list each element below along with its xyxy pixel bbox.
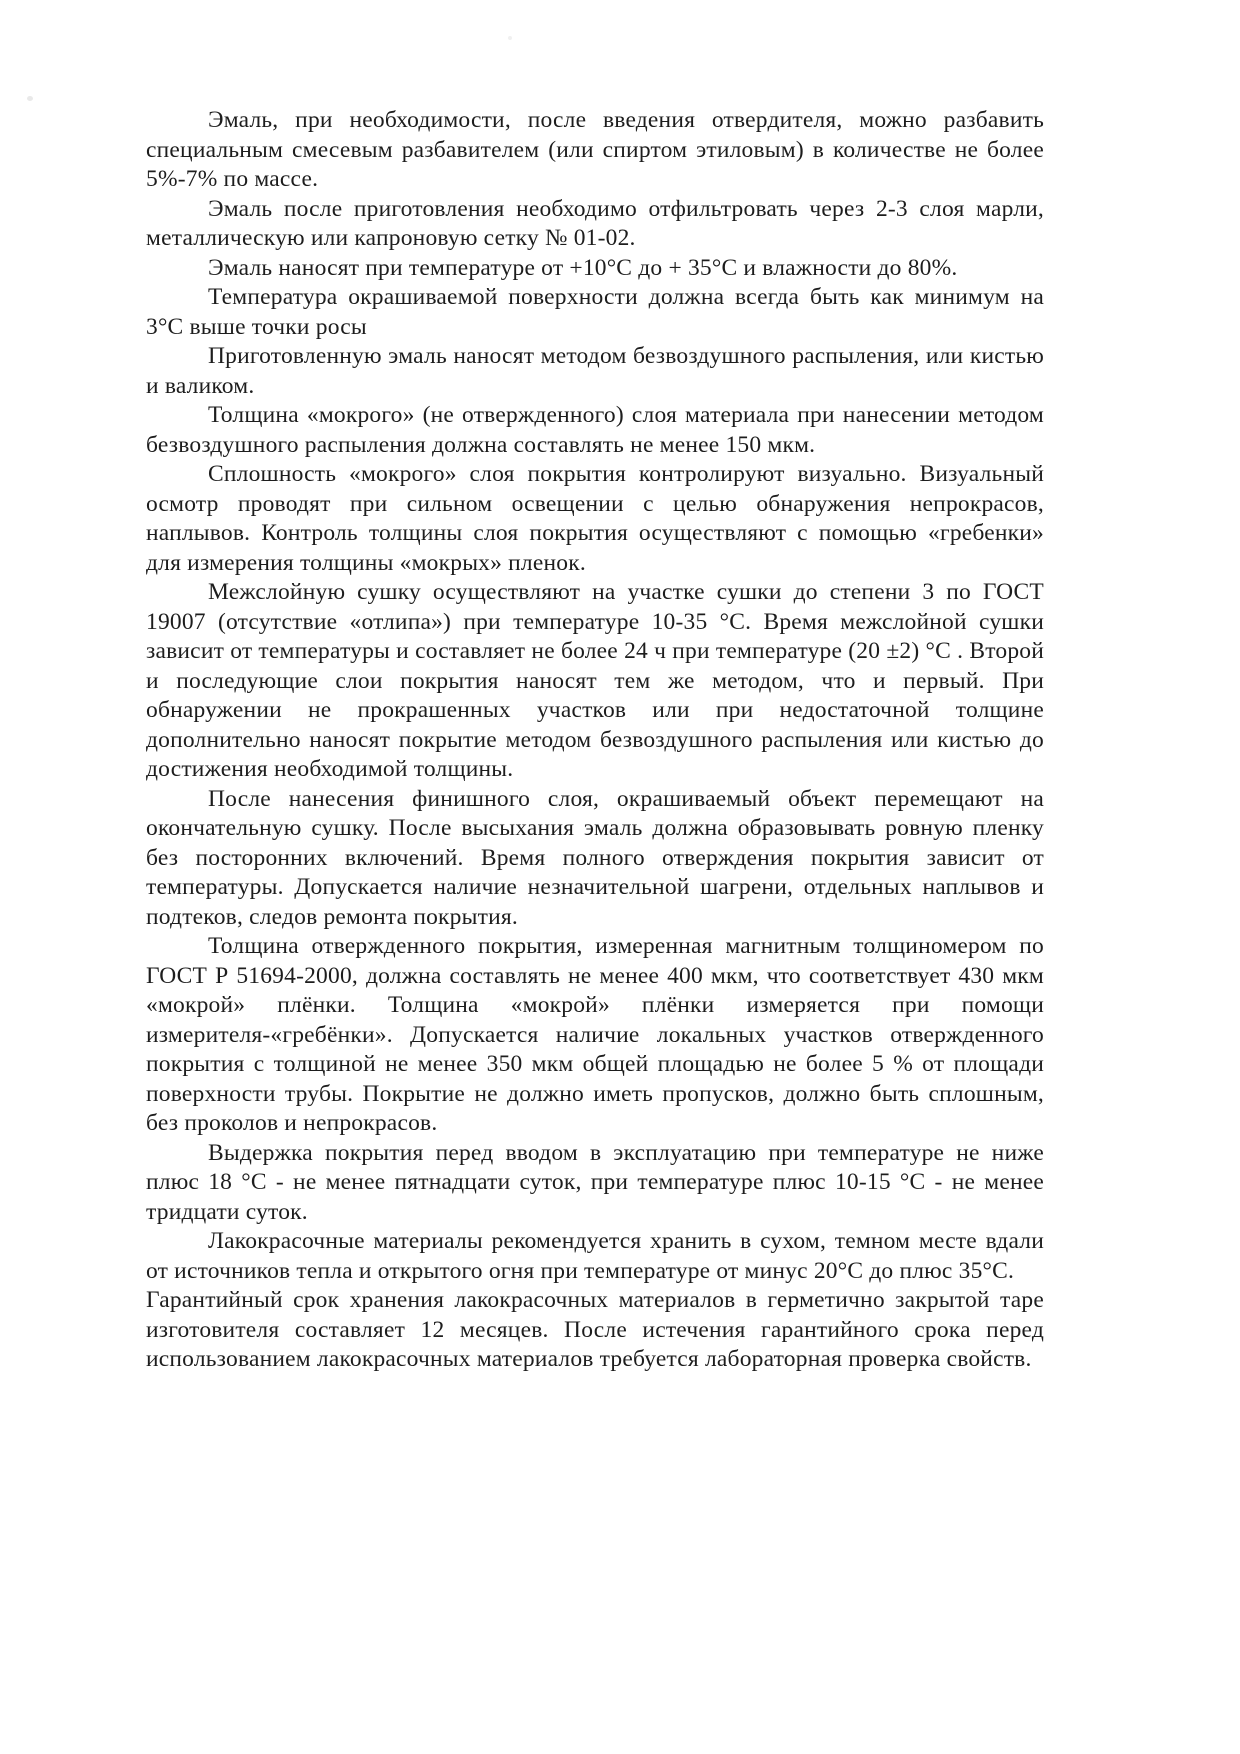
paragraph: После нанесения финишного слоя, окрашиваемый объект перемещают на окончательную сушку. После высыхания эмаль должна образовывать ровную пленку без посторонних включений. Время полного отверждения покрытия зависит от температуры. Допускается наличие незначительной шагрени, отдельных наплывов и подтеков, следов ремонта покрытия.	[146, 785, 1044, 930]
paragraph: Лакокрасочные материалы рекомендуется хранить в сухом, темном месте вдали от источников тепла и открытого огня при температуре от минус 20°С до плюс 35°С.	[146, 1228, 1044, 1284]
paragraph: Приготовленную эмаль наносят методом безвоздушного распыления, или кистью и валиком.	[146, 343, 1044, 399]
scan-speck	[508, 36, 512, 40]
paragraph: Эмаль после приготовления необходимо отфильтровать через 2-3 слоя марли, металлическую или капроновую сетку № 01-02.	[146, 195, 1044, 251]
document-body	[146, 106, 1044, 1375]
paragraph: Эмаль, при необходимости, после введения отвердителя, можно разбавить специальным смесевым разбавителем (или спиртом этиловым) в количестве не более 5%-7% по массе.	[146, 107, 1044, 192]
paragraph: Межслойную сушку осуществляют на участке сушки до степени 3 по ГОСТ 19007 (отсутствие «отлипа») при температуре 10-35 °С. Время межслойной сушки зависит от температуры и составляет не более 24 ч при температуре (20 ±2) °С . Второй и последующие слои покрытия наносят тем же методом, что и первый. При обнаружении не прокрашенных участков или при недостаточной толщине дополнительно наносят покрытие методом безвоздушного распыления или кистью до достижения необходимой толщины.	[146, 579, 1044, 782]
paragraph: Гарантийный срок хранения лакокрасочных материалов в герметично закрытой таре изготовителя составляет 12 месяцев. После истечения гарантийного срока перед использованием лакокрасочных материалов требуется лабораторная проверка свойств.	[146, 1287, 1044, 1372]
paragraph: Сплошность «мокрого» слоя покрытия контролируют визуально. Визуальный осмотр проводят при сильном освещении с целью обнаружения непрокрасов, наплывов. Контроль толщины слоя покрытия осуществляют с помощью «гребенки» для измерения толщины «мокрых» пленок.	[146, 461, 1044, 576]
paragraph: Толщина «мокрого» (не отвержденного) слоя материала при нанесении методом безвоздушного распыления должна составлять не менее 150 мкм.	[146, 402, 1044, 458]
paragraph: Температура окрашиваемой поверхности должна всегда быть как минимум на 3°С выше точки росы	[146, 284, 1044, 340]
paragraph: Выдержка покрытия перед вводом в эксплуатацию при температуре не ниже плюс 18 °С - не менее пятнадцати суток, при температуре плюс 10-15 °С - не менее тридцати суток.	[146, 1139, 1044, 1225]
paragraph: Толщина отвержденного покрытия, измеренная магнитным толщиномером по ГОСТ Р 51694-2000, должна составлять не менее 400 мкм, что соответствует 430 мкм «мокрой» плёнки. Толщина «мокрой» плёнки измеряется при помощи измерителя-«гребёнки». Допускается наличие локальных участков отвержденного покрытия с толщиной не менее 350 мкм общей площадью не более 5 % от площади поверхности трубы. Покрытие не должно иметь пропусков, должно быть сплошным, без проколов и непрокрасов.	[146, 933, 1044, 1136]
paragraph: Эмаль наносят при температуре от +10°С до + 35°С и влажности до 80%.	[208, 254, 958, 281]
scan-speck	[27, 96, 33, 101]
